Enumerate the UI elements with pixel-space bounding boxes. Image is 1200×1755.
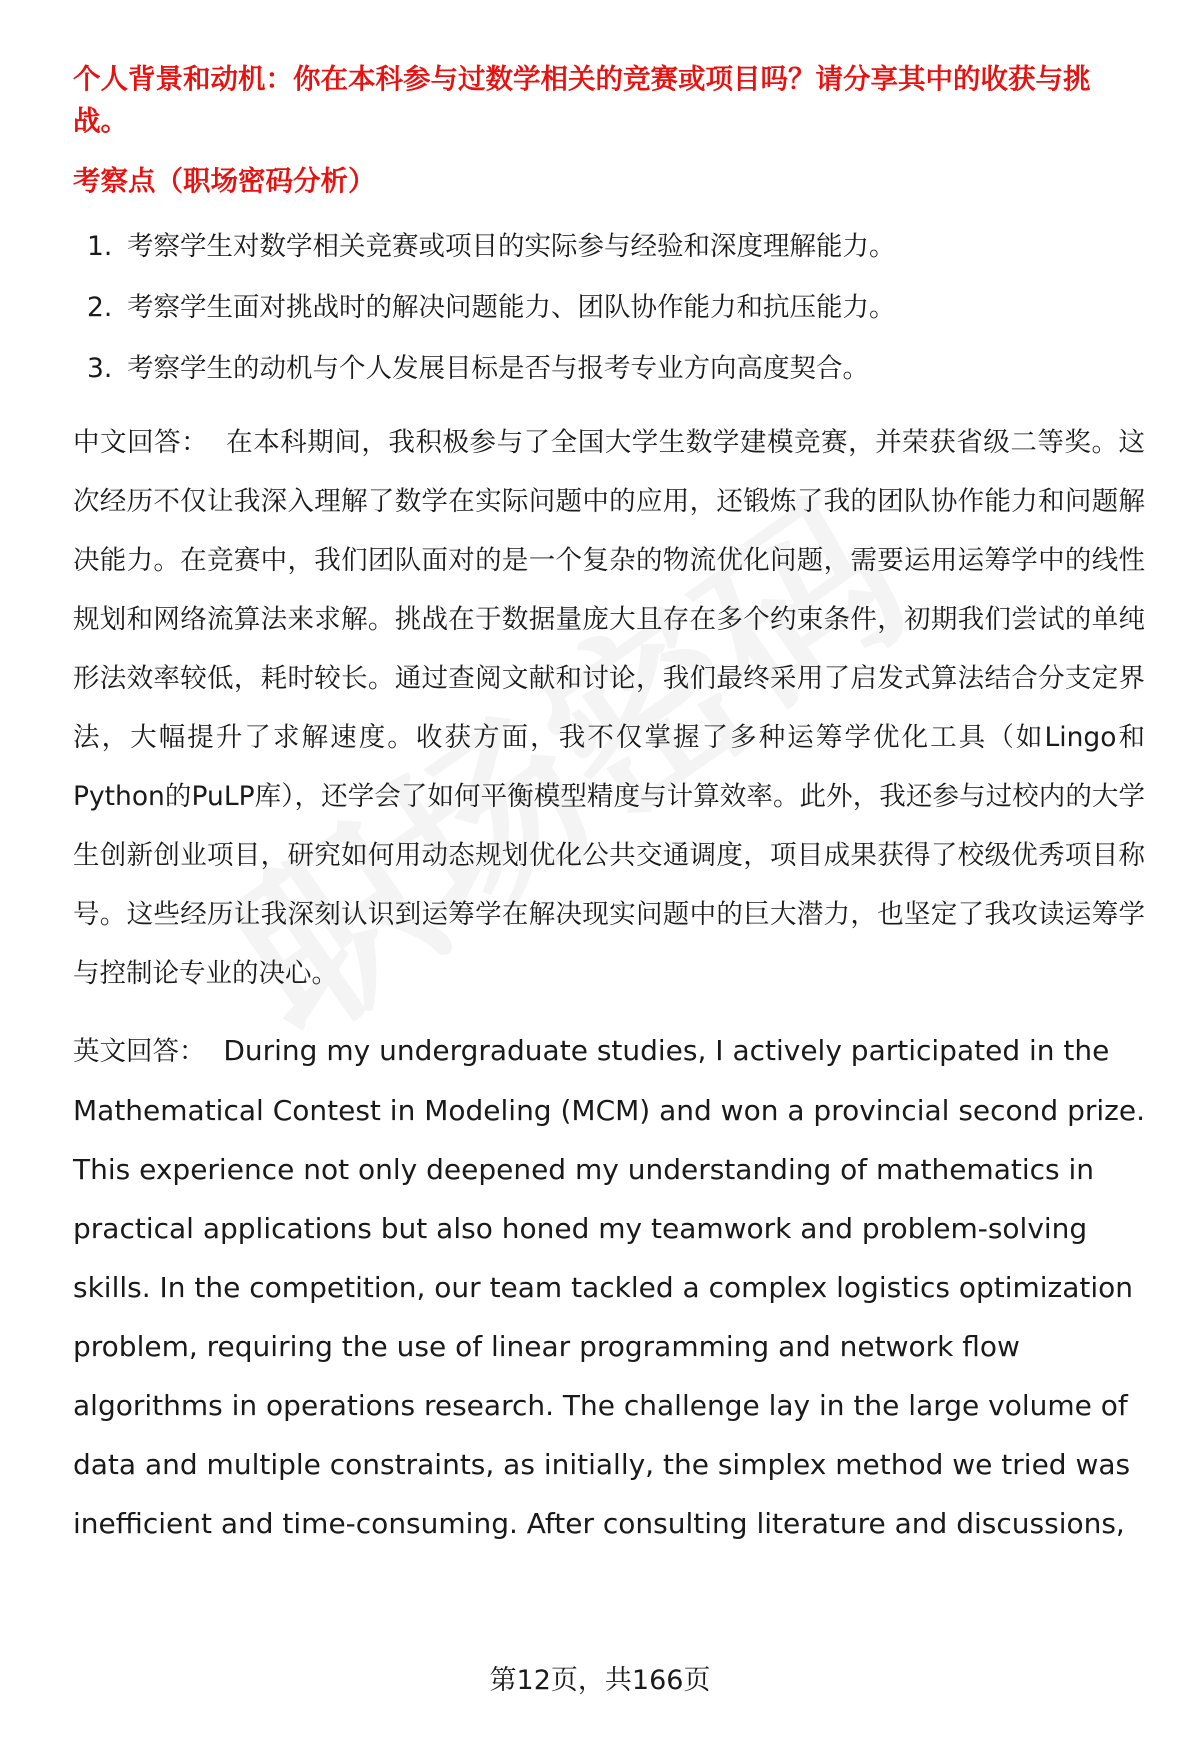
item-text: 考察学生对数学相关竞赛或项目的实际参与经验和深度理解能力。 (127, 231, 896, 262)
item-text: 考察学生的动机与个人发展目标是否与报考专业方向高度契合。 (127, 353, 869, 384)
section-title: 考察点（职场密码分析） (73, 165, 376, 197)
english-answer (73, 1021, 1145, 1553)
page-number: 第12页，共166页 (489, 1665, 711, 1696)
english-answer-label: 英文回答： (73, 1036, 206, 1067)
item-number: 1. (87, 231, 113, 262)
chinese-answer (73, 413, 1145, 1003)
chinese-answer-label: 中文回答： (73, 427, 209, 458)
points-list (73, 216, 1145, 399)
item-number: 3. (87, 353, 113, 384)
item-number: 2. (87, 292, 113, 323)
english-answer-text: During my undergraduate studies, I actively participated in the Mathematical Contest in Modeling (MCM) and won a provincial second prize. This experience not only deepened my understanding of mathematics in practical applications but also honed my teamwork and problem-solving skills. In the competition, our team tackled a complex logistics optimization problem, requiring the use of linear programming and network flow algorithms in operations research. The challenge lay in the large volume of data and multiple constraints, as initially, the simplex method we tried was inefficient and time-consuming. After consulting literature and discussions, (73, 1034, 1145, 1540)
list-item (87, 338, 1145, 399)
list-item (87, 216, 1145, 277)
chinese-answer-text: 在本科期间，我积极参与了全国大学生数学建模竞赛，并荣获省级二等奖。这次经历不仅让我深入理解了数学在实际问题中的应用，还锻炼了我的团队协作能力和问题解决能力。在竞赛中，我们团队面对的是一个复杂的物流优化问题，需要运用运筹学中的线性规划和网络流算法来求解。挑战在于数据量庞大且存在多个约束条件，初期我们尝试的单纯形法效率较低，耗时较长。通过查阅文献和讨论，我们最终采用了启发式算法结合分支定界法，大幅提升了求解速度。收获方面，我不仅掌握了多种运筹学优化工具（如Lingo和Python的PuLP库），还学会了如何平衡模型精度与计算效率。此外，我还参与过校内的大学生创新创业项目，研究如何用动态规划优化公共交通调度，项目成果获得了校级优秀项目称号。这些经历让我深刻认识到运筹学在解决现实问题中的巨大潜力，也坚定了我攻读运筹学与控制论专业的决心。 (73, 427, 1146, 989)
document-page (73, 58, 1145, 1553)
item-text: 考察学生面对挑战时的解决问题能力、团队协作能力和抗压能力。 (127, 292, 896, 323)
question-heading: 个人背景和动机：你在本科参与过数学相关的竞赛或项目吗？请分享其中的收获与挑战。 (73, 63, 1091, 137)
list-item (87, 277, 1145, 338)
